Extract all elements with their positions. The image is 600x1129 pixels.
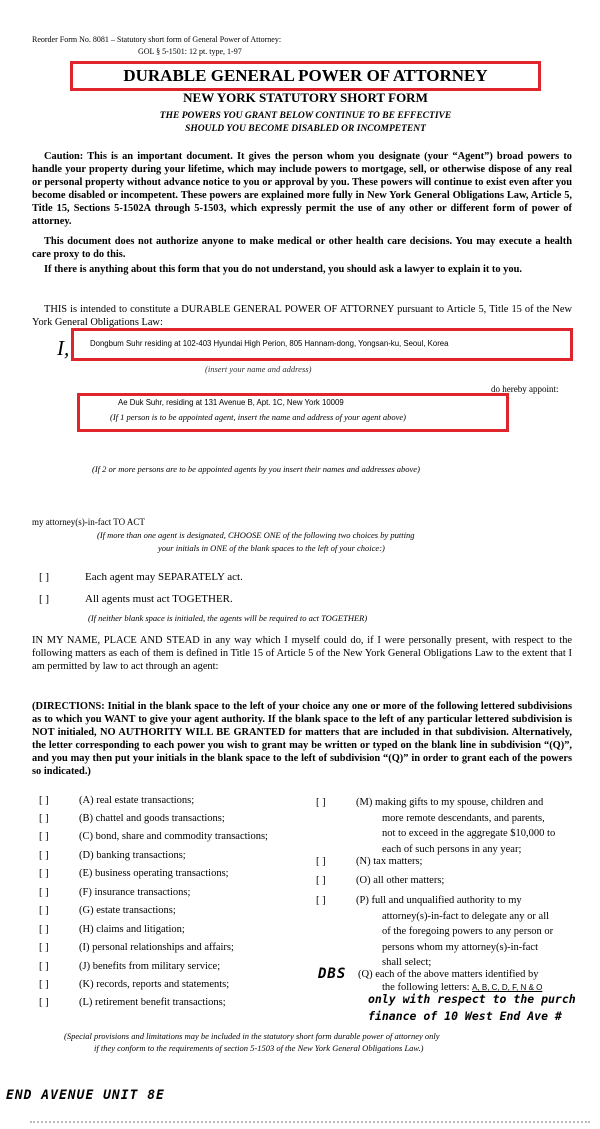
- lawyer-paragraph: If there is anything about this form that you do not understand, you should ask a lawyer to explain it to you.: [44, 264, 522, 275]
- power-b[interactable]: [ ] (B) chattel and goods transactions;: [39, 813, 225, 824]
- agent-name-address: Ae Duk Suhr, residing at 131 Avenue B, Apt. 1C, New York 10009: [118, 398, 344, 407]
- power-f[interactable]: [ ] (F) insurance transactions;: [39, 887, 191, 898]
- power-h[interactable]: [ ] (H) claims and litigation;: [39, 924, 185, 935]
- power-p[interactable]: [ ] (P) full and unqualified authority to my attorney(s)-in-fact to delegate any or all of the foregoing powers to any person or persons whom my attorney(s)-in-fact shall select;: [316, 895, 554, 968]
- stead-paragraph: IN MY NAME, PLACE AND STEAD in any way which I myself could do, if I were personally present, with respect to the following matters as each of them is defined in Title 15 of Article 5 of the New York General Obligations Law to the extent that I am permitted by law to act through an agent:: [32, 635, 572, 672]
- initial-bracket[interactable]: [ ]: [39, 831, 49, 842]
- power-j[interactable]: [ ] (J) benefits from military service;: [39, 961, 221, 972]
- initial-bracket[interactable]: [ ]: [39, 593, 50, 605]
- initial-bracket[interactable]: [ ]: [39, 571, 50, 583]
- agent-caption: (If 1 person is to be appointed agent, insert the name and address of your agent above): [110, 412, 406, 422]
- handwritten-limitation-2: finance of 10 West End Ave #: [368, 1009, 562, 1023]
- initial-bracket[interactable]: [ ]: [39, 850, 49, 861]
- initial-bracket[interactable]: [ ]: [39, 868, 49, 879]
- power-l[interactable]: [ ] (L) retirement benefit transactions;: [39, 997, 226, 1008]
- initial-bracket[interactable]: [ ]: [39, 979, 49, 990]
- initial-bracket[interactable]: [ ]: [316, 797, 326, 808]
- initial-bracket[interactable]: [ ]: [316, 856, 326, 867]
- act-note-line-1: (If more than one agent is designated, CHOOSE ONE of the following two choices by putting: [97, 530, 415, 540]
- page-title: DURABLE GENERAL POWER OF ATTORNEY: [123, 66, 488, 85]
- initial-bracket[interactable]: [ ]: [39, 887, 49, 898]
- power-g[interactable]: [ ] (G) estate transactions;: [39, 905, 176, 916]
- medical-paragraph: This document does not authorize anyone to make medical or other health care decisions. You may execute a health care proxy to do this.: [32, 236, 572, 260]
- initial-bracket[interactable]: [ ]: [39, 942, 49, 953]
- handwritten-address-continuation: END AVENUE UNIT 8E: [6, 1088, 165, 1103]
- initial-bracket[interactable]: [ ]: [39, 905, 49, 916]
- initial-bracket[interactable]: [ ]: [316, 895, 326, 906]
- initial-bracket[interactable]: [ ]: [39, 795, 49, 806]
- power-n[interactable]: [ ] (N) tax matters;: [316, 856, 423, 867]
- q-letters: A, B, C, D, F, N & O: [472, 983, 543, 992]
- statute-reference: GOL § 5-1501: 12 pt. type, 1-97: [138, 47, 242, 56]
- appoint-text: do hereby appoint:: [491, 384, 559, 394]
- scan-edge-artifact: [30, 1121, 590, 1125]
- act-heading: my attorney(s)-in-fact TO ACT: [32, 517, 145, 527]
- choice-separately[interactable]: [ ] Each agent may SEPARATELY act.: [39, 571, 243, 583]
- power-k[interactable]: [ ] (K) records, reports and statements;: [39, 979, 230, 990]
- initials-q-handwritten: DBS: [318, 966, 347, 982]
- special-provisions-line-1: (Special provisions and limitations may be included in the statutory short form durable power of attorney only: [64, 1031, 440, 1041]
- choice-together[interactable]: [ ] All agents must act TOGETHER.: [39, 593, 233, 605]
- multi-agent-note: (If 2 or more persons are to be appointed agents by you insert their names and addresses above): [92, 464, 420, 474]
- power-m[interactable]: [ ] (M) making gifts to my spouse, children and more remote descendants, and parents, not to exceed in the aggregate $10,000 to each of such persons in any year;: [316, 797, 556, 855]
- initial-bracket[interactable]: [ ]: [39, 997, 49, 1008]
- power-c[interactable]: [ ] (C) bond, share and commodity transactions;: [39, 831, 268, 842]
- principal-prefix: I,: [57, 336, 70, 360]
- page-subtitle: NEW YORK STATUTORY SHORT FORM: [183, 90, 428, 105]
- power-i[interactable]: [ ] (I) personal relationships and affairs;: [39, 942, 234, 953]
- initial-bracket[interactable]: [ ]: [39, 961, 49, 972]
- principal-caption: (insert your name and address): [205, 364, 312, 374]
- intent-paragraph: THIS is intended to constitute a DURABLE GENERAL POWER OF ATTORNEY pursuant to Article 5, Title 15 of the New York General Obligations Law:: [32, 304, 572, 328]
- act-note-line-2: your initials in ONE of the blank spaces to the left of your choice:): [158, 543, 385, 553]
- power-e[interactable]: [ ] (E) business operating transactions;: [39, 868, 229, 879]
- effective-notice-line-2: SHOULD YOU BECOME DISABLED OR INCOMPETENT: [185, 124, 426, 134]
- initial-bracket[interactable]: [ ]: [39, 813, 49, 824]
- caution-paragraph: Caution: This is an important document. It gives the person whom you designate (your “Agent”) broad powers to handle your property during your lifetime, which may include powers to mortgage, sell, or otherwise dispose of any real or personal property without advance notice to you or approval by you. These powers will continue to exist even after you become disabled or incompetent. These powers are explained more fully in New York General Obligations Law, Article 5, Title 15, Sections 5-1502A through 5-1503, which expressly permit the use of any other or different form of power of attorney.: [32, 151, 572, 227]
- handwritten-limitation-1: only with respect to the purch: [368, 992, 576, 1006]
- power-d[interactable]: [ ] (D) banking transactions;: [39, 850, 186, 861]
- initial-bracket[interactable]: [ ]: [316, 875, 326, 886]
- principal-name-address: Dongbum Suhr residing at 102-403 Hyundai High Perion, 805 Hannam-dong, Yongsan-ku, Seoul, Korea: [90, 339, 449, 348]
- reorder-line: Reorder Form No. 8081 – Statutory short form of General Power of Attorney:: [32, 35, 282, 44]
- choice-note: (If neither blank space is initialed, the agents will be required to act TOGETHER): [88, 613, 368, 623]
- directions-paragraph: (DIRECTIONS: Initial in the blank space to the left of your choice any one or more of the following lettered subdivisions as to which you WANT to give your agent authority. If the blank space to the left of any particular lettered subdivision is NOT initialed, NO AUTHORITY WILL BE GRANTED for matters that are included in that subdivision. Alternatively, the letter corresponding to each power you wish to grant may be written or typed on the blank line in subdivision “(Q)”, and you may then put your initials in the blank space to the left of subdivision “(Q)” in order to grant each of the powers so indicated.): [32, 701, 572, 777]
- initial-bracket[interactable]: [ ]: [39, 924, 49, 935]
- effective-notice-line-1: THE POWERS YOU GRANT BELOW CONTINUE TO BE EFFECTIVE: [159, 111, 452, 121]
- power-a[interactable]: [ ] (A) real estate transactions;: [39, 795, 195, 806]
- power-q[interactable]: (Q) each of the above matters identified by the following letters: A, B, C, D, F, N & O: [358, 969, 543, 993]
- special-provisions-line-2: if they conform to the requirements of section 5-1503 of the New York General Obligations Law.): [94, 1043, 424, 1053]
- power-o[interactable]: [ ] (O) all other matters;: [316, 875, 445, 886]
